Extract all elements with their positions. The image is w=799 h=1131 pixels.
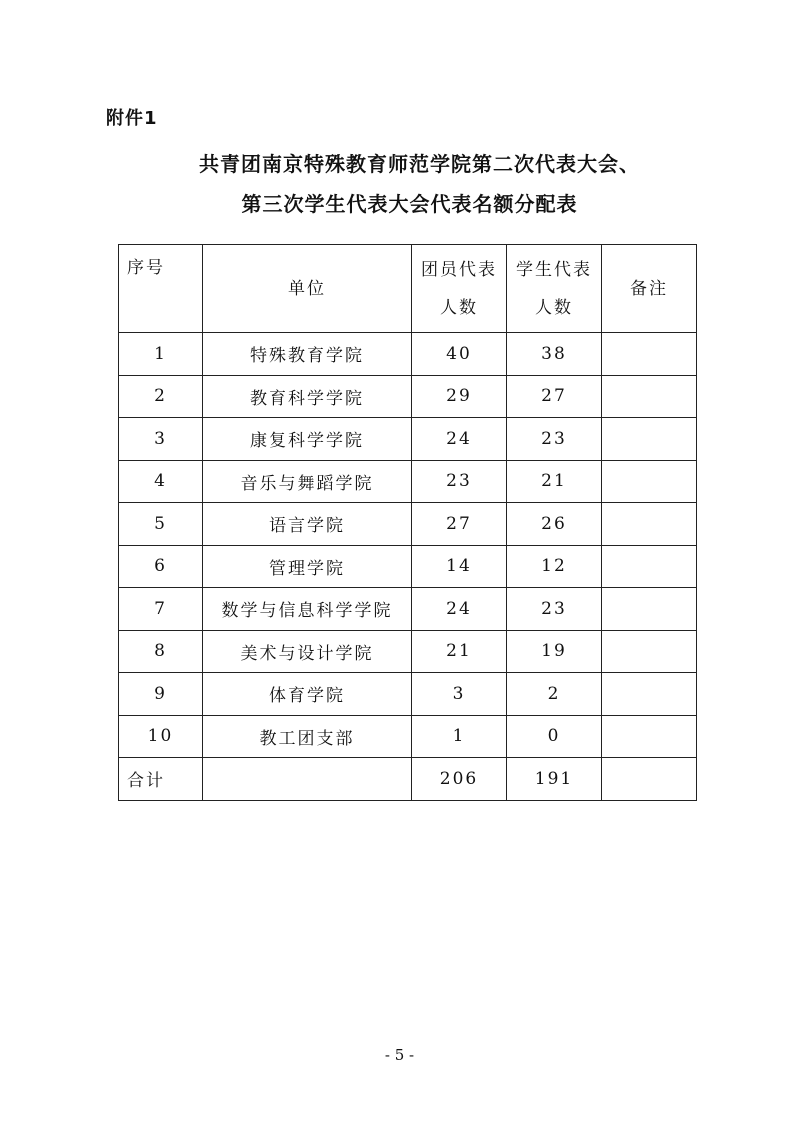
- total-label: 合计: [119, 758, 203, 801]
- table-row: [119, 673, 697, 716]
- row-unit: 美术与设计学院: [203, 630, 412, 673]
- row-unit: 音乐与舞蹈学院: [203, 460, 412, 503]
- row-no: 4: [119, 460, 203, 503]
- row-league-count: 24: [412, 588, 507, 631]
- row-note: [602, 460, 697, 503]
- table-row: [119, 715, 697, 758]
- header-no: 序号: [119, 245, 203, 333]
- row-note: [602, 545, 697, 588]
- row-student-count: 23: [507, 418, 602, 461]
- table-row: [119, 588, 697, 631]
- header-league-line-1: 团员代表: [421, 259, 497, 280]
- total-student-count: 191: [507, 758, 602, 801]
- row-league-count: 23: [412, 460, 507, 503]
- header-unit: 单位: [203, 245, 412, 333]
- row-unit: 特殊教育学院: [203, 333, 412, 376]
- row-unit: 语言学院: [203, 503, 412, 546]
- row-league-count: 21: [412, 630, 507, 673]
- row-league-count: 3: [412, 673, 507, 716]
- total-unit: [203, 758, 412, 801]
- table-header-row: [119, 245, 697, 333]
- row-note: [602, 375, 697, 418]
- row-note: [602, 503, 697, 546]
- row-note: [602, 418, 697, 461]
- row-student-count: 19: [507, 630, 602, 673]
- table-total-row: [119, 758, 697, 801]
- table-row: [119, 375, 697, 418]
- header-note: 备注: [602, 245, 697, 333]
- row-league-count: 27: [412, 503, 507, 546]
- row-note: [602, 588, 697, 631]
- row-no: 9: [119, 673, 203, 716]
- row-league-count: 29: [412, 375, 507, 418]
- row-no: 5: [119, 503, 203, 546]
- row-unit: 康复科学学院: [203, 418, 412, 461]
- row-note: [602, 333, 697, 376]
- row-league-count: 40: [412, 333, 507, 376]
- table-row: [119, 630, 697, 673]
- header-student-line-1: 学生代表: [516, 259, 592, 280]
- row-student-count: 0: [507, 715, 602, 758]
- attachment-label: 附件1: [106, 108, 158, 129]
- row-unit: 管理学院: [203, 545, 412, 588]
- row-no: 8: [119, 630, 203, 673]
- row-note: [602, 673, 697, 716]
- header-league-line-2: 人数: [440, 297, 478, 318]
- document-title-line-2: 第三次学生代表大会代表名额分配表: [241, 192, 578, 216]
- row-student-count: 12: [507, 545, 602, 588]
- header-student-line-2: 人数: [535, 297, 573, 318]
- row-league-count: 24: [412, 418, 507, 461]
- table-row: [119, 545, 697, 588]
- row-unit: 教育科学学院: [203, 375, 412, 418]
- row-student-count: 21: [507, 460, 602, 503]
- header-student-count: [507, 245, 602, 333]
- total-league-count: 206: [412, 758, 507, 801]
- row-no: 3: [119, 418, 203, 461]
- row-no: 6: [119, 545, 203, 588]
- header-league-count: [412, 245, 507, 333]
- page-number: - 5 -: [384, 1046, 415, 1064]
- row-student-count: 23: [507, 588, 602, 631]
- row-student-count: 2: [507, 673, 602, 716]
- row-student-count: 38: [507, 333, 602, 376]
- table-row: [119, 333, 697, 376]
- row-league-count: 14: [412, 545, 507, 588]
- row-student-count: 27: [507, 375, 602, 418]
- row-note: [602, 630, 697, 673]
- row-no: 7: [119, 588, 203, 631]
- total-note: [602, 758, 697, 801]
- row-no: 2: [119, 375, 203, 418]
- table-row: [119, 460, 697, 503]
- table-row: [119, 503, 697, 546]
- row-unit: 教工团支部: [203, 715, 412, 758]
- table-row: [119, 418, 697, 461]
- row-no: 10: [119, 715, 203, 758]
- row-no: 1: [119, 333, 203, 376]
- row-student-count: 26: [507, 503, 602, 546]
- quota-table: [118, 244, 697, 801]
- row-league-count: 1: [412, 715, 507, 758]
- row-unit: 体育学院: [203, 673, 412, 716]
- row-note: [602, 715, 697, 758]
- document-title-line-1: 共青团南京特殊教育师范学院第二次代表大会、: [199, 152, 640, 176]
- row-unit: 数学与信息科学学院: [203, 588, 412, 631]
